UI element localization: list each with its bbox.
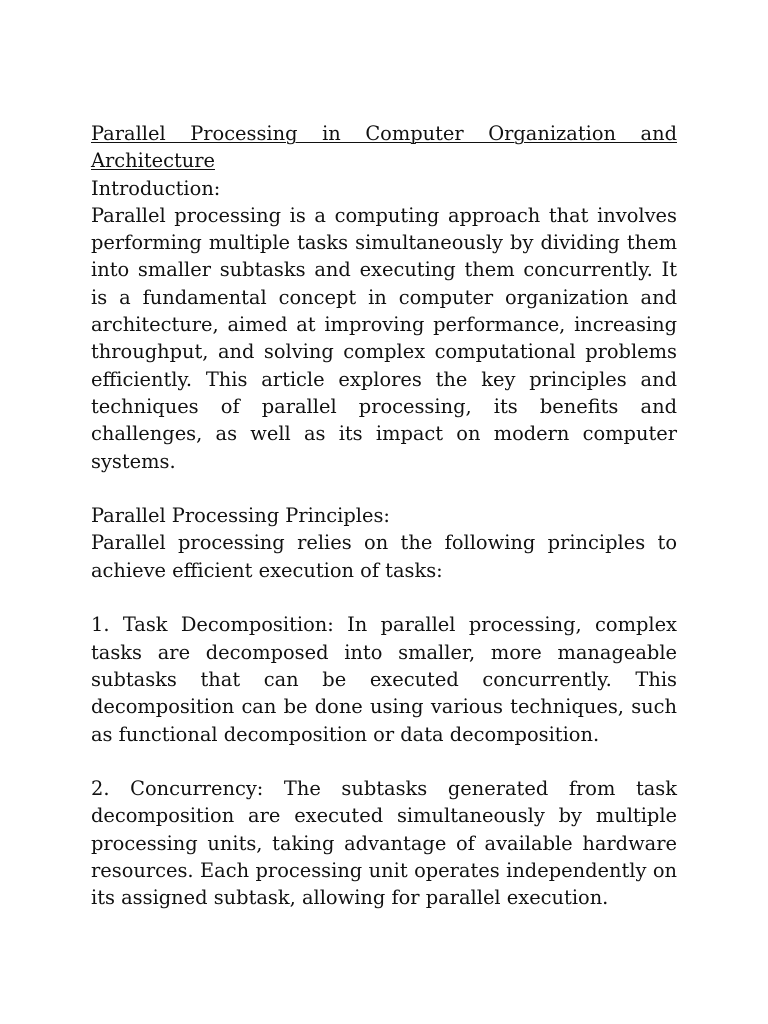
principles-intro-paragraph: Parallel processing relies on the following principles to achieve efficient execution of tasks: [91, 531, 677, 582]
principle-item-task-decomposition: 1. Task Decomposition: In parallel processing, complex tasks are decomposed into smaller, more manageable subtasks that can be executed concurrently. This decomposition can be done using various techniques, such as functional decomposition or data decomposition. [91, 613, 677, 746]
paragraph-spacer [91, 748, 677, 775]
paragraph-spacer [91, 475, 677, 502]
principle-item-concurrency: 2. Concurrency: The subtasks generated from task decomposition are executed simultaneously by multiple processing units, taking advantage of available hardware resources. Each processing unit operates independently on its assigned subtask, allowing for parallel execution. [91, 777, 677, 910]
document-page [91, 120, 677, 912]
document-title: Parallel Processing in Computer Organization and Architecture [91, 122, 677, 173]
principles-heading: Parallel Processing Principles: [91, 504, 390, 528]
paragraph-spacer [91, 584, 677, 611]
intro-heading: Introduction: [91, 176, 221, 200]
intro-paragraph: Parallel processing is a computing approach that involves performing multiple tasks simultaneously by dividing them into smaller subtasks and executing them concurrently. It is a fundamental concept in computer organization and architecture, aimed at improving performance, increasing throughput, and solving complex computational problems efficiently. This article explores the key principles and techniques of parallel processing, its benefits and challenges, as well as its impact on modern computer systems. [91, 203, 677, 473]
